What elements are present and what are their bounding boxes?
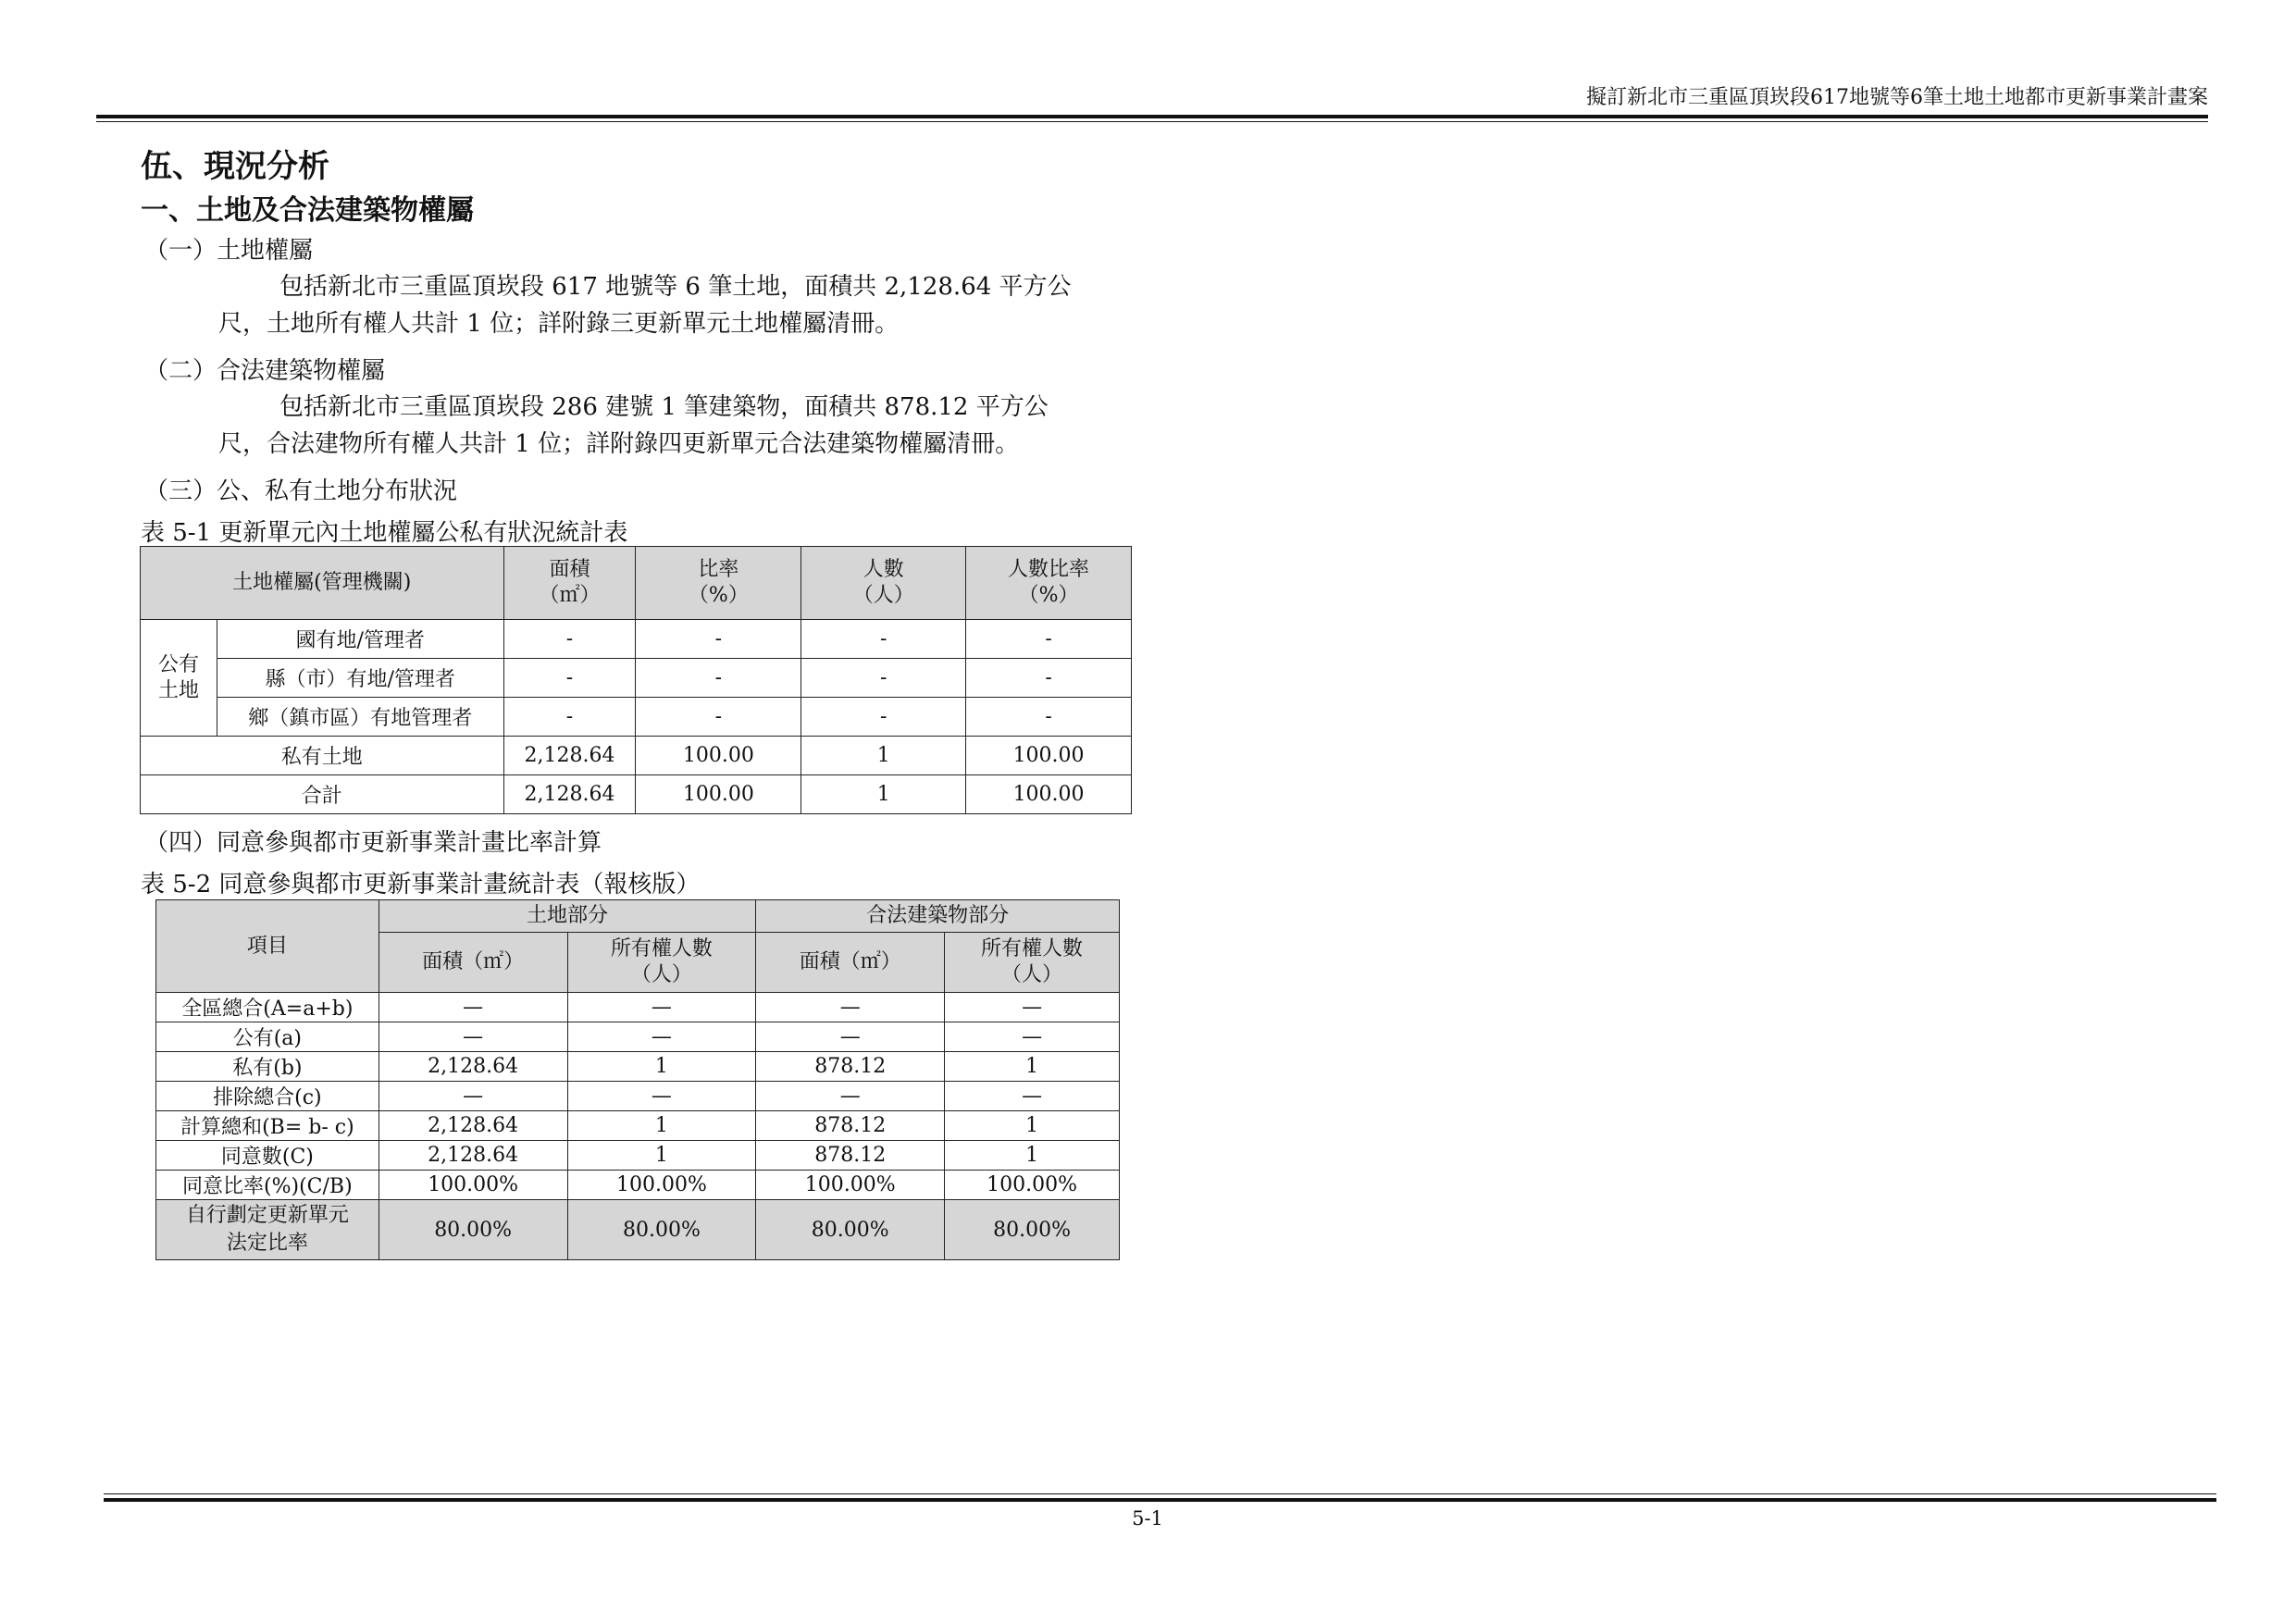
cell-people: - <box>801 659 966 698</box>
header-area: 面積 （㎡） <box>503 547 636 620</box>
row-label: 私有(b) <box>156 1052 379 1082</box>
paragraph-land-ownership <box>218 268 1135 342</box>
cell-land-owners: 100.00% <box>567 1171 756 1200</box>
row-label: 公有(a) <box>156 1022 379 1052</box>
item-title-land-ownership: （一）土地權屬 <box>144 237 314 265</box>
cell-people: 1 <box>801 775 966 814</box>
table2-caption: 表 5-2 同意參與都市更新事業計畫統計表（報核版） <box>141 871 701 898</box>
row-label: 同意數(C) <box>156 1141 379 1171</box>
cell-people-ratio: 100.00 <box>966 737 1132 775</box>
table-row <box>156 1141 1120 1171</box>
cell-building-owners: 80.00% <box>945 1200 1120 1260</box>
table-row <box>156 1082 1120 1111</box>
cell-ratio: - <box>636 659 801 698</box>
cell-people: 1 <box>801 737 966 775</box>
cell-building-owners: — <box>945 1082 1120 1111</box>
cell-land-area: 100.00% <box>379 1171 567 1200</box>
cell-people-ratio: - <box>966 659 1132 698</box>
cell-land-owners: 1 <box>567 1111 756 1141</box>
cell-people-ratio: - <box>966 620 1132 659</box>
table-row <box>156 1052 1120 1082</box>
row-label: 排除總合(c) <box>156 1082 379 1111</box>
item-title-consent-ratio: （四）同意參與都市更新事業計畫比率計算 <box>144 829 602 857</box>
cell-land-area: 80.00% <box>379 1200 567 1260</box>
cell-building-area: 878.12 <box>756 1141 945 1171</box>
cell-area: - <box>503 659 636 698</box>
table-row <box>156 993 1120 1022</box>
paragraph-building-ownership <box>218 389 1135 463</box>
cell-land-area: — <box>379 1082 567 1111</box>
row-label: 全區總合(A=a+b) <box>156 993 379 1022</box>
header-people-ratio: 人數比率 （%） <box>966 547 1132 620</box>
cell-ratio: 100.00 <box>636 775 801 814</box>
row-label: 同意比率(%)(C/B) <box>156 1171 379 1200</box>
table-header-row <box>141 547 1132 620</box>
cell-land-owners: — <box>567 1082 756 1111</box>
table-row-total <box>141 775 1132 814</box>
public-land-group-label: 公有 土地 <box>141 620 217 737</box>
header-item: 項目 <box>156 900 379 993</box>
row-label: 計算總和(B= b- c) <box>156 1111 379 1141</box>
cell-building-owners: — <box>945 993 1120 1022</box>
cell-land-area: 2,128.64 <box>379 1141 567 1171</box>
cell-building-area: — <box>756 1022 945 1052</box>
item-title-building-ownership: （二）合法建築物權屬 <box>144 357 386 385</box>
header-building-owners: 所有權人數 （人） <box>945 933 1120 993</box>
header-ratio: 比率 （%） <box>636 547 801 620</box>
footer-rule-thick <box>104 1498 2216 1502</box>
table-land-ownership-status <box>140 546 1132 814</box>
paragraph-line: 尺，土地所有權人共計 1 位；詳附錄三更新單元土地權屬清冊。 <box>218 310 900 338</box>
cell-people: - <box>801 698 966 737</box>
cell-building-area: 100.00% <box>756 1171 945 1200</box>
table1-caption: 表 5-1 更新單元內土地權屬公私有狀況統計表 <box>141 519 628 547</box>
row-label: 國有地/管理者 <box>217 620 503 659</box>
cell-land-area: — <box>379 993 567 1022</box>
cell-ratio: 100.00 <box>636 737 801 775</box>
item-title-public-private: （三）公、私有土地分布狀況 <box>144 477 458 505</box>
cell-people-ratio: 100.00 <box>966 775 1132 814</box>
cell-land-area: 2,128.64 <box>379 1111 567 1141</box>
cell-building-owners: 1 <box>945 1052 1120 1082</box>
cell-building-area: — <box>756 1082 945 1111</box>
page-number: 5-1 <box>1132 1507 1163 1530</box>
cell-area: - <box>503 698 636 737</box>
cell-ratio: - <box>636 698 801 737</box>
row-label: 鄉（鎮市區）有地管理者 <box>217 698 503 737</box>
table-row <box>156 1022 1120 1052</box>
cell-land-owners: 80.00% <box>567 1200 756 1260</box>
table-row <box>141 620 1132 659</box>
header-building-section: 合法建築物部分 <box>756 900 1120 933</box>
cell-building-area: — <box>756 993 945 1022</box>
table-row <box>156 1111 1120 1141</box>
cell-area: 2,128.64 <box>503 737 636 775</box>
cell-building-owners: — <box>945 1022 1120 1052</box>
cell-area: 2,128.64 <box>503 775 636 814</box>
cell-building-owners: 100.00% <box>945 1171 1120 1200</box>
cell-people: - <box>801 620 966 659</box>
row-label: 縣（市）有地/管理者 <box>217 659 503 698</box>
document-header-title: 擬訂新北市三重區頂崁段617地號等6筆土地土地都市更新事業計畫案 <box>1586 86 2208 109</box>
table-row <box>141 737 1132 775</box>
header-land-owners: 所有權人數 （人） <box>567 933 756 993</box>
cell-area: - <box>503 620 636 659</box>
subsection-title: 一、土地及合法建築物權屬 <box>141 194 474 227</box>
header-building-area: 面積（㎡） <box>756 933 945 993</box>
header-land-section: 土地部分 <box>379 900 756 933</box>
paragraph-line: 包括新北市三重區頂崁段 617 地號等 6 筆土地，面積共 2,128.64 平方公 <box>279 273 1072 301</box>
row-label: 私有土地 <box>141 737 504 775</box>
table-consent-statistics <box>155 899 1120 1260</box>
table-row <box>141 659 1132 698</box>
cell-building-owners: 1 <box>945 1141 1120 1171</box>
cell-ratio: - <box>636 620 801 659</box>
table-row-legal-ratio <box>156 1200 1120 1260</box>
header-rule-thin <box>96 121 2208 122</box>
cell-building-area: 878.12 <box>756 1111 945 1141</box>
footer-rule-thin <box>104 1493 2216 1494</box>
cell-land-owners: 1 <box>567 1052 756 1082</box>
header-owner: 土地權屬(管理機關) <box>141 547 504 620</box>
paragraph-line: 包括新北市三重區頂崁段 286 建號 1 筆建築物，面積共 878.12 平方公 <box>279 393 1049 421</box>
table-header-row <box>156 900 1120 933</box>
row-label: 自行劃定更新單元 法定比率 <box>156 1200 379 1260</box>
cell-land-owners: — <box>567 993 756 1022</box>
cell-land-owners: 1 <box>567 1141 756 1171</box>
paragraph-line: 尺，合法建物所有權人共計 1 位；詳附錄四更新單元合法建築物權屬清冊。 <box>218 430 1020 458</box>
cell-people-ratio: - <box>966 698 1132 737</box>
cell-land-area: — <box>379 1022 567 1052</box>
cell-building-owners: 1 <box>945 1111 1120 1141</box>
header-land-area: 面積（㎡） <box>379 933 567 993</box>
section-title: 伍、現況分析 <box>141 148 329 185</box>
cell-land-owners: — <box>567 1022 756 1052</box>
cell-building-area: 80.00% <box>756 1200 945 1260</box>
table-row <box>156 1171 1120 1200</box>
header-people: 人數 （人） <box>801 547 966 620</box>
table-row <box>141 698 1132 737</box>
cell-building-area: 878.12 <box>756 1052 945 1082</box>
cell-land-area: 2,128.64 <box>379 1052 567 1082</box>
row-label: 合計 <box>141 775 504 814</box>
header-rule-thick <box>96 115 2208 118</box>
